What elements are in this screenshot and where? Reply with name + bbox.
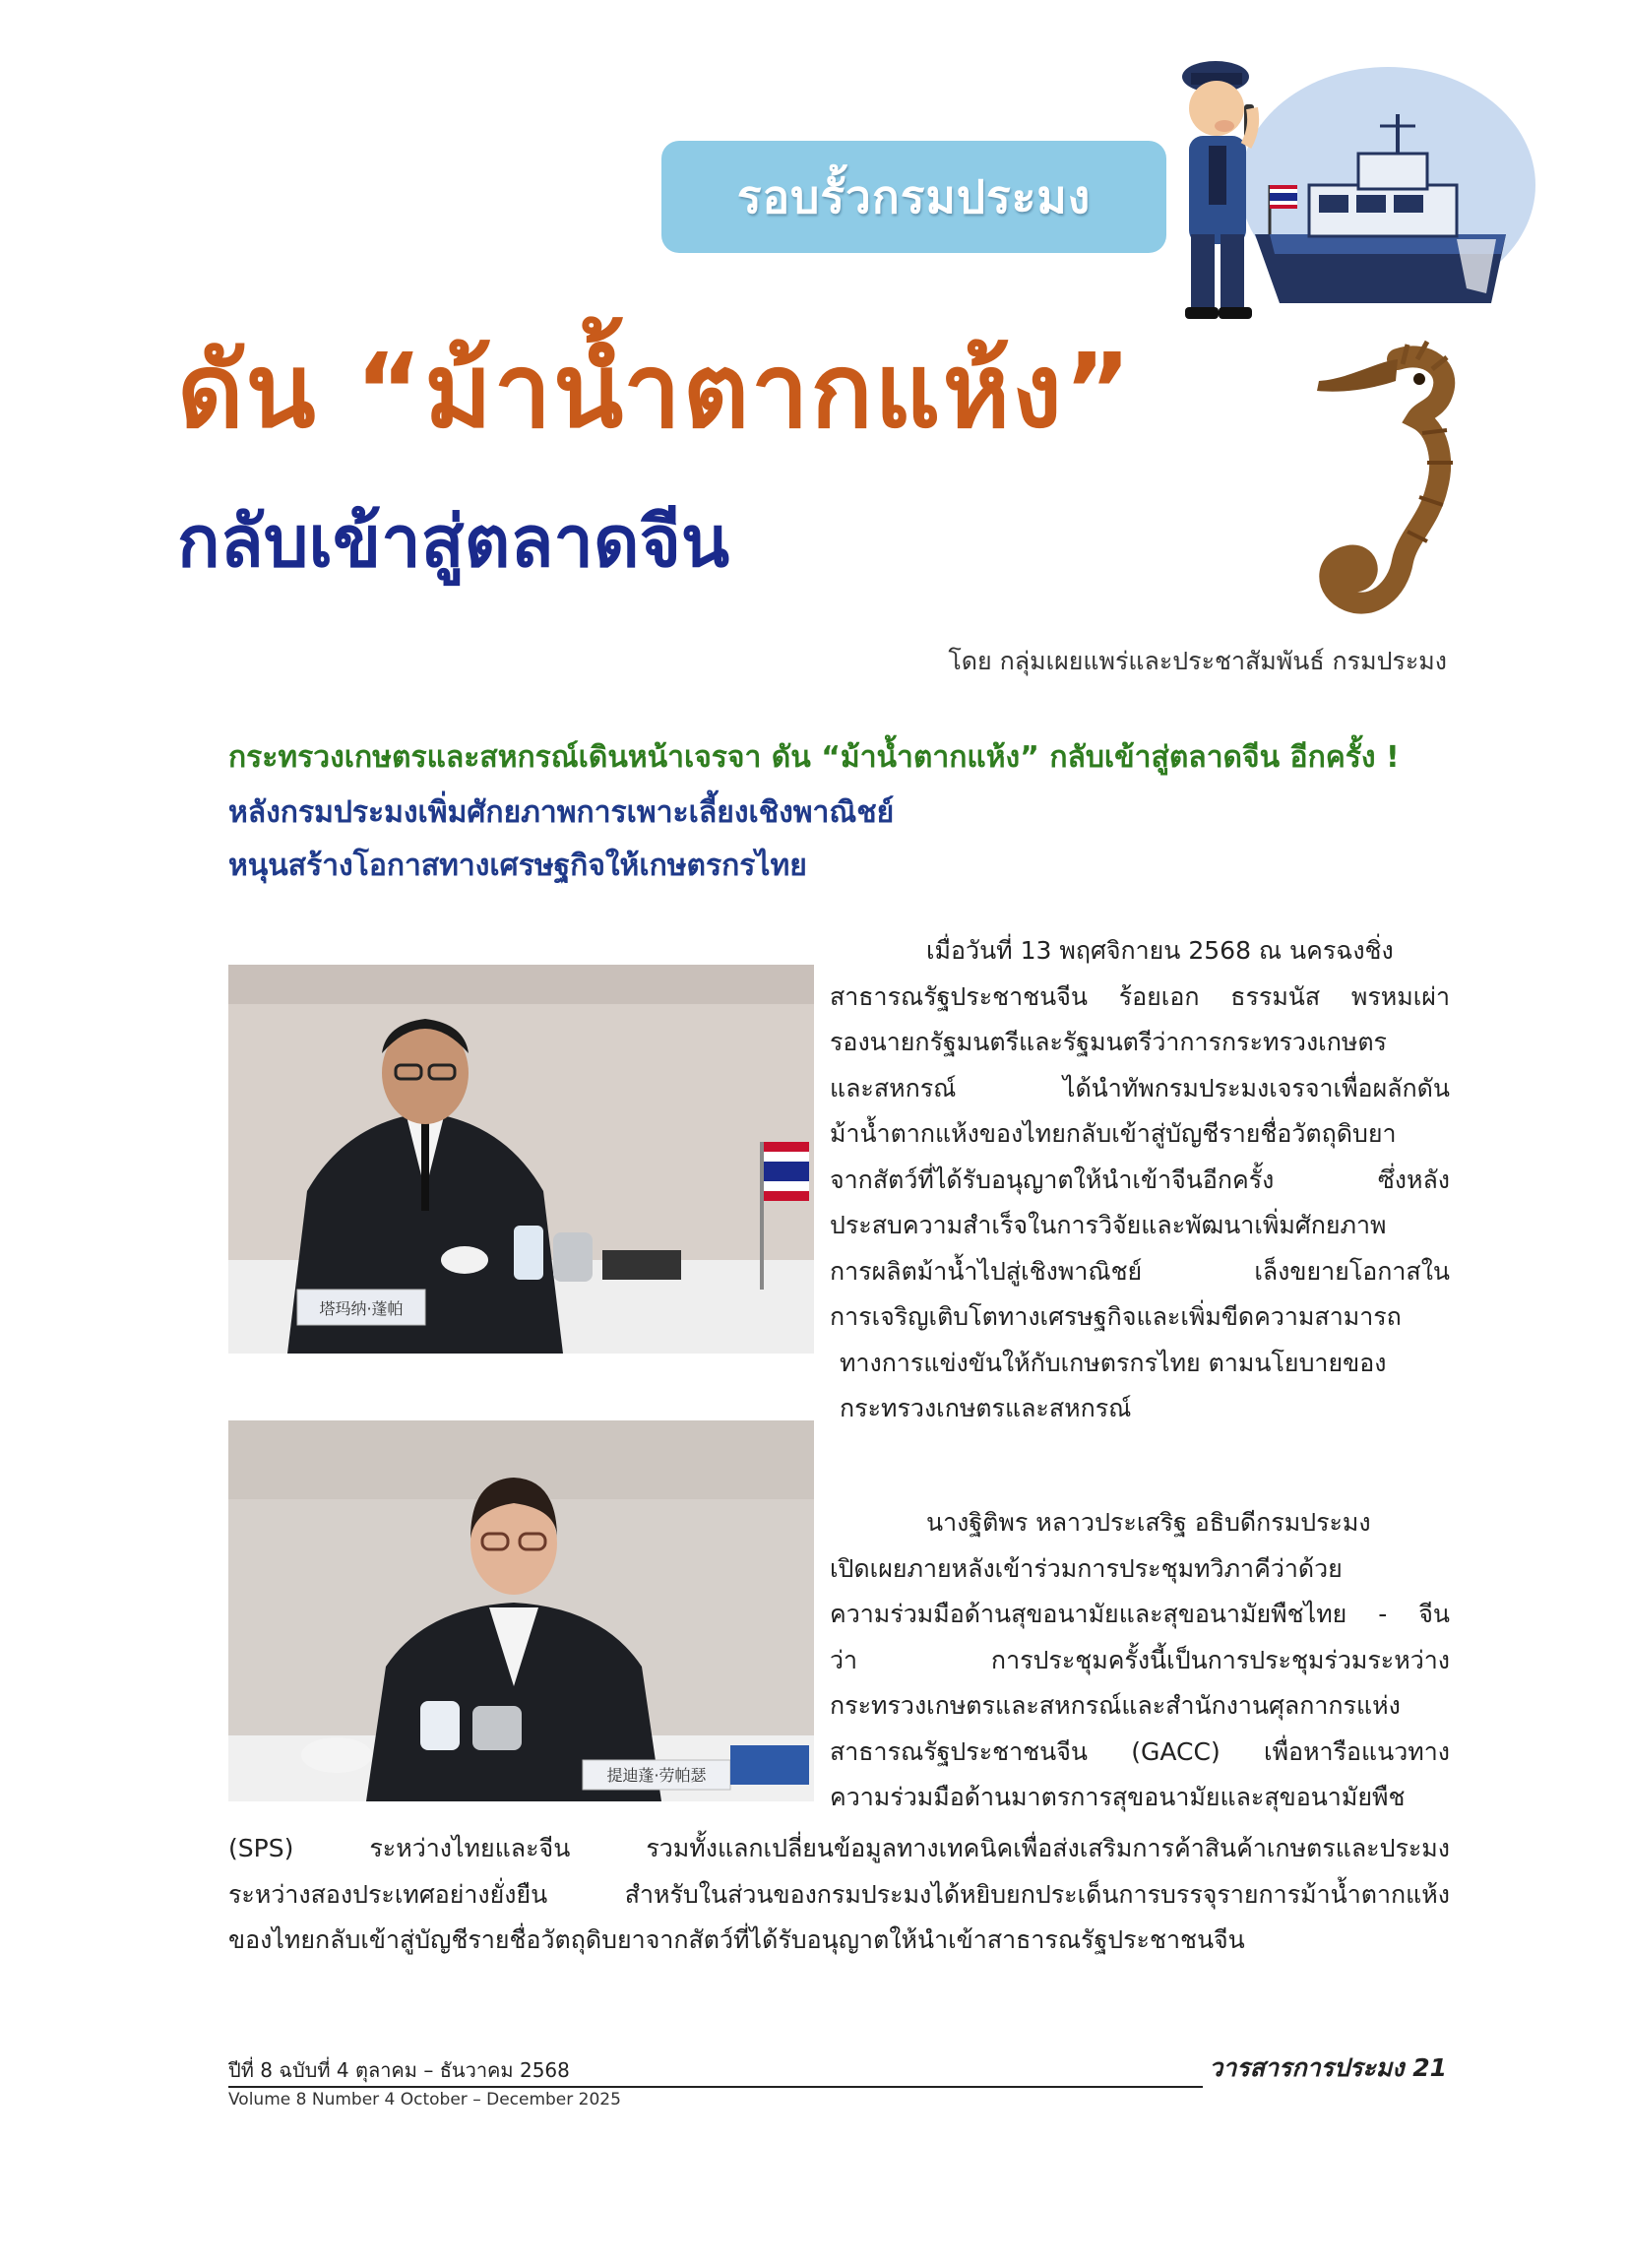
dried-seahorse-image bbox=[1280, 340, 1486, 635]
para2-line: สาธารณรัฐประชาชนจีน (GACC) เพื่อหารือแนวทาง bbox=[830, 1736, 1450, 1766]
para1-line: จากสัตว์ที่ได้รับอนุญาตให้นำเข้าจีนอีกครั้ง ซึ่งหลัง bbox=[830, 1165, 1450, 1194]
lead-line-2: หลังกรมประมงเพิ่มศักยภาพการเพาะเลี้ยงเชิงพาณิชย์ bbox=[228, 795, 895, 830]
section-banner bbox=[661, 141, 1166, 253]
para1-line: ประสบความสำเร็จในการวิจัยและพัฒนาเพิ่มศักยภาพ bbox=[830, 1211, 1387, 1239]
journal-page-label: วารสารการประมง 21 bbox=[1209, 2053, 1447, 2082]
para2-line: เปิดเผยภายหลังเข้าร่วมการประชุมทวิภาคีว่าด้วย bbox=[830, 1553, 1343, 1583]
issue-info-english: Volume 8 Number 4 October – December 2025 bbox=[228, 2090, 621, 2110]
para2-full-line: ระหว่างสองประเทศอย่างยั่งยืน สำหรับในส่วนของกรมประมงได้หยิบยกประเด็นการบรรจุรายการม้าน้ำตากแห้ง bbox=[228, 1879, 1450, 1909]
minister-meeting-photo bbox=[228, 965, 814, 1354]
section-label: รอบรั้วกรมประมง bbox=[736, 169, 1092, 223]
para1-line: เมื่อวันที่ 13 พฤศจิกายน 2568 ณ นครฉงชิ่ง bbox=[926, 936, 1394, 965]
article-title-line2: กลับเข้าสู่ตลาดจีน bbox=[177, 500, 730, 583]
director-general-meeting-photo bbox=[228, 1420, 814, 1801]
byline: โดย กลุ่มเผยแพร่และประชาสัมพันธ์ กรมประมง bbox=[948, 647, 1447, 675]
article-title-line1: ดัน “ม้าน้ำตากแห้ง” bbox=[177, 331, 1134, 451]
body-paragraph-2 bbox=[830, 1500, 1450, 1821]
para1-line: ทางการแข่งขันให้กับเกษตรกรไทย ตามนโยบายของ bbox=[840, 1348, 1387, 1377]
para2-line: ความร่วมมือด้านสุขอนามัยและสุขอนามัยพืชไทย - จีน bbox=[830, 1600, 1450, 1628]
para1-line: กระทรวงเกษตรและสหกรณ์ bbox=[840, 1394, 1132, 1422]
footer-rule bbox=[228, 2086, 1203, 2088]
lead-line-3: หนุนสร้างโอกาสทางเศรษฐกิจให้เกษตรกรไทย bbox=[228, 849, 807, 883]
photo2-nameplate: 提迪蓬·劳帕瑟 bbox=[606, 1766, 707, 1785]
para1-line: การผลิตม้าน้ำไปสู่เชิงพาณิชย์ เล็งขยายโอกาสใน bbox=[830, 1256, 1450, 1286]
para2-line: กระทรวงเกษตรและสหกรณ์และสำนักงานศุลกากรแห่ง bbox=[830, 1691, 1401, 1720]
para2-line: นางฐิติพร หลาวประเสริฐ อธิบดีกรมประมง bbox=[926, 1508, 1371, 1537]
fisheries-officer-boat-illustration bbox=[1161, 37, 1535, 333]
body-paragraph-2-continued bbox=[228, 1826, 1450, 1964]
para1-line: สาธารณรัฐประชาชนจีน ร้อยเอก ธรรมนัส พรหมเผ่า bbox=[830, 981, 1450, 1011]
photo1-nameplate: 塔玛纳·蓬帕 bbox=[319, 1299, 404, 1318]
para2-full-line: ของไทยกลับเข้าสู่บัญชีรายชื่อวัตถุดิบยาจากสัตว์ที่ได้รับอนุญาตให้นำเข้าสาธารณรัฐประชาชนจีน bbox=[228, 1925, 1245, 1954]
lead-line-1: กระทรวงเกษตรและสหกรณ์เดินหน้าเจรจา ดัน “ม้าน้ำตากแห้ง” กลับเข้าสู่ตลาดจีน อีกครั้ง ! bbox=[228, 740, 1400, 775]
para1-line: ม้าน้ำตากแห้งของไทยกลับเข้าสู่บัญชีรายชื่อวัตถุดิบยา bbox=[830, 1119, 1397, 1148]
para1-line: การเจริญเติบโตทางเศรษฐกิจและเพิ่มขีดความสามารถ bbox=[830, 1302, 1402, 1331]
para2-line: ความร่วมมือด้านมาตรการสุขอนามัยและสุขอนามัยพืช bbox=[830, 1783, 1406, 1811]
body-paragraph-1 bbox=[830, 928, 1450, 1432]
para1-line: รองนายกรัฐมนตรีและรัฐมนตรีว่าการกระทรวงเกษตร bbox=[830, 1028, 1387, 1056]
para1-line: และสหกรณ์ ได้นำทัพกรมประมงเจรจาเพื่อผลักดัน bbox=[830, 1073, 1450, 1102]
issue-info-thai: ปีที่ 8 ฉบับที่ 4 ตุลาคม – ธันวาคม 2568 bbox=[228, 2058, 570, 2082]
para2-full-line: (SPS) ระหว่างไทยและจีน รวมทั้งแลกเปลี่ยนข้อมูลทางเทคนิคเพื่อส่งเสริมการค้าสินค้าเกษตรและประมง bbox=[228, 1834, 1450, 1862]
para2-line: ว่า การประชุมครั้งนี้เป็นการประชุมร่วมระหว่าง bbox=[830, 1645, 1450, 1674]
